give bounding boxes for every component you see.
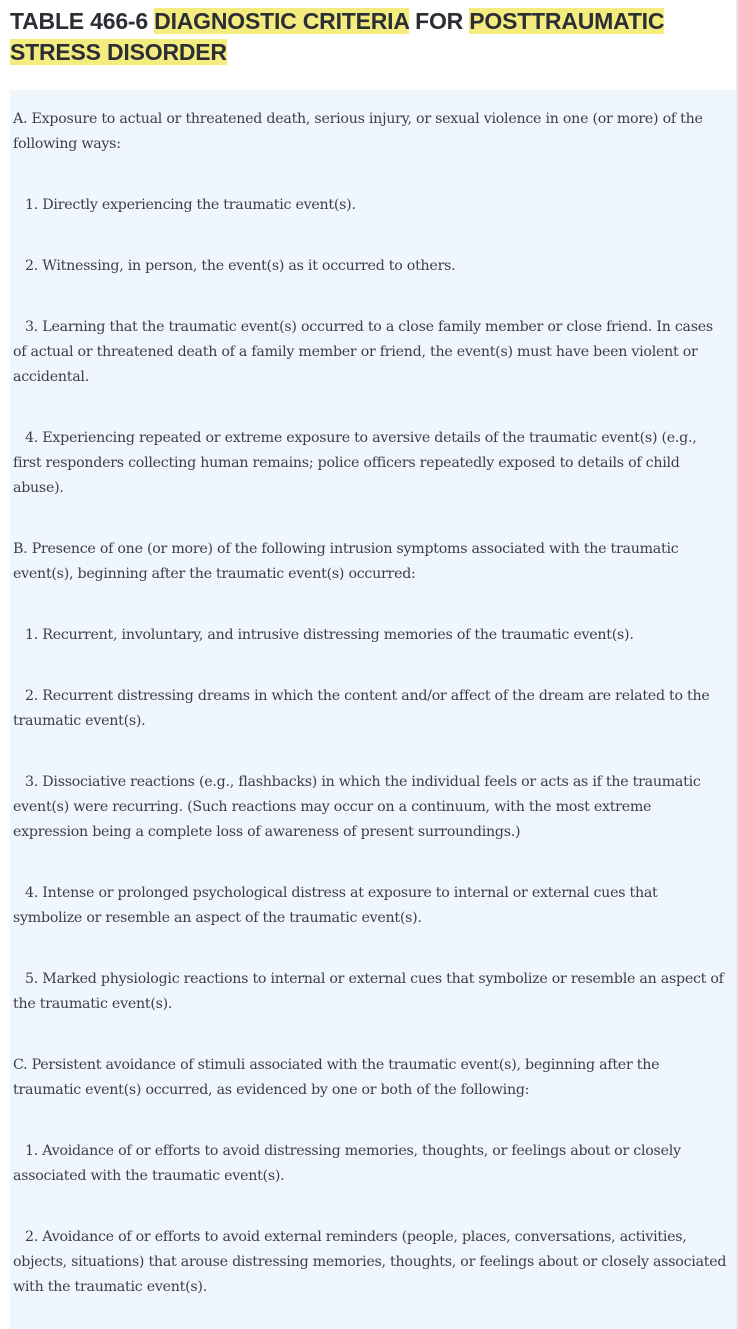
table-title [10, 6, 732, 68]
criterion-b-4: 4. Intense or prolonged psychological distress at exposure to internal or external cues that symbolize or resemble an aspect of the traumatic event(s). [13, 885, 658, 926]
criterion-a-2: 2. Witnessing, in person, the event(s) as it occurred to others. [25, 258, 456, 274]
title-highlight-ptsd: POSTTRAUMATIC STRESS DISORDER [10, 8, 665, 65]
title-highlight-diagnostic-criteria: DIAGNOSTIC CRITERIA [154, 8, 409, 34]
criterion-a-1: 1. Directly experiencing the traumatic event(s). [25, 197, 356, 213]
criterion-b: B. Presence of one (or more) of the following intrusion symptoms associated with the traumatic event(s), beginning after the traumatic event(s) occurred: [13, 541, 679, 582]
table-title-connector: FOR [408, 8, 470, 34]
criterion-b-3: 3. Dissociative reactions (e.g., flashbacks) in which the individual feels or acts as if the traumatic event(s) were recurring. (Such reactions may occur on a continuum, with the most extreme expression being a complete loss of awareness of present surroundings.) [13, 774, 701, 840]
criterion-a-3: 3. Learning that the traumatic event(s) occurred to a close family member or close friend. In cases of actual or threatened death of a family member or friend, the event(s) must have been violent or accidental. [13, 319, 713, 385]
criterion-a: A. Exposure to actual or threatened death, serious injury, or sexual violence in one (or more) of the following ways: [13, 111, 703, 152]
table-title-prefix: TABLE 466-6 [10, 8, 155, 34]
criterion-b-2: 2. Recurrent distressing dreams in which the content and/or affect of the dream are related to the traumatic event(s). [13, 688, 710, 729]
criterion-a-4: 4. Experiencing repeated or extreme exposure to aversive details of the traumatic event(s) (e.g., first responders collecting human remains; police officers repeatedly exposed to details of child abuse). [13, 430, 697, 496]
criterion-c-2: 2. Avoidance of or efforts to avoid external reminders (people, places, conversations, activities, objects, situations) that arouse distressing memories, thoughts, or feelings about or closely associated with the traumatic event(s). [13, 1229, 727, 1295]
criterion-b-1: 1. Recurrent, involuntary, and intrusive distressing memories of the traumatic event(s). [25, 627, 634, 643]
criterion-c: C. Persistent avoidance of stimuli associated with the traumatic event(s), beginning after the traumatic event(s) occurred, as evidenced by one or both of the following: [13, 1057, 660, 1098]
criterion-b-5: 5. Marked physiologic reactions to internal or external cues that symbolize or resemble an aspect of the traumatic event(s). [13, 971, 724, 1012]
criterion-c-1: 1. Avoidance of or efforts to avoid distressing memories, thoughts, or feelings about or closely associated with the traumatic event(s). [13, 1143, 681, 1184]
